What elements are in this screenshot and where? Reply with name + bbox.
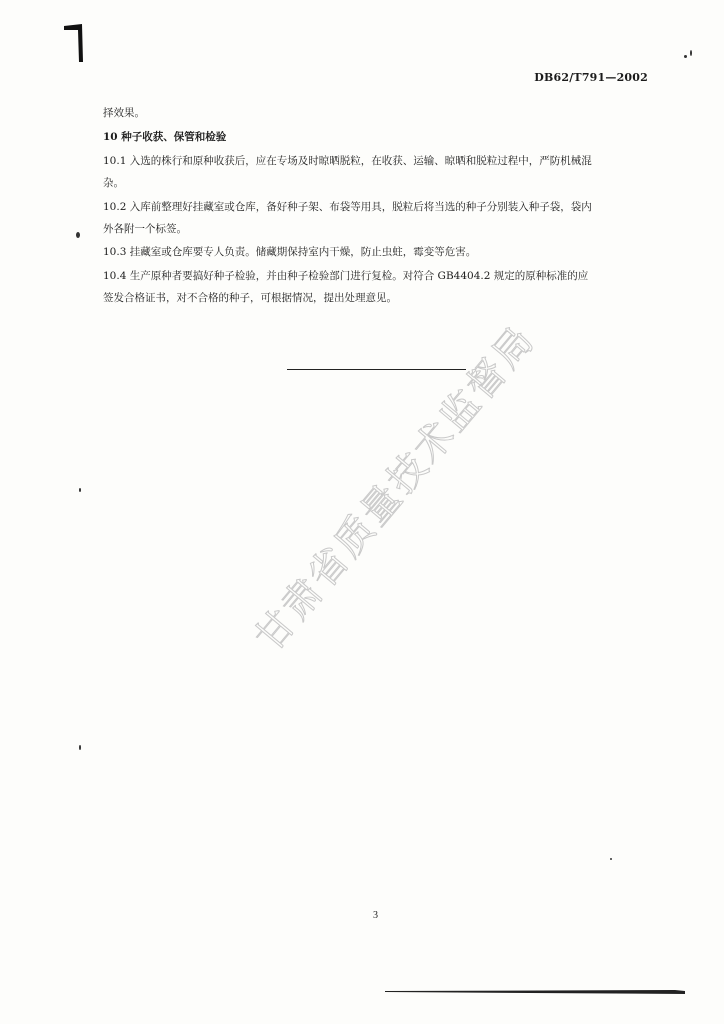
- body-line-1: 择效果。: [103, 107, 145, 119]
- end-of-document-rule: [287, 369, 466, 370]
- clause-10-2: 10.2 入库前整理好挂藏室或仓库，备好种子架、布袋等用具，脱粒后将当选的种子分别装入种子袋，袋内: [103, 201, 592, 213]
- watermark: 甘肃省质量技术监督局: [246, 316, 544, 660]
- scan-speck: [690, 50, 692, 56]
- scan-speck: [79, 488, 81, 492]
- document-code: DB62/T791—2002: [534, 71, 648, 84]
- page-number: 3: [373, 910, 378, 921]
- scan-speck: [76, 232, 80, 238]
- clause-10-1-cont: 杂。: [103, 177, 124, 189]
- scan-speck: [610, 858, 612, 860]
- section-heading-10: 10 种子收获、保管和检验: [103, 131, 227, 143]
- scan-corner-artifact: [64, 22, 86, 62]
- clause-10-4: 10.4 生产原种者要搞好种子检验，并由种子检验部门进行复检。对符合 GB4404.2 规定的原种标准的应: [103, 270, 589, 282]
- clause-10-3: 10.3 挂藏室或仓库要专人负责。储藏期保持室内干燥，防止虫蛀，霉变等危害。: [103, 246, 477, 258]
- scan-bottom-artifact: [385, 988, 685, 994]
- scan-speck: [684, 55, 687, 58]
- clause-10-1: 10.1 入选的株行和原种收获后，应在专场及时晾晒脱粒，在收获、运输、晾晒和脱粒过程中，严防机械混: [103, 155, 592, 167]
- clause-10-4-cont: 签发合格证书，对不合格的种子，可根据情况，提出处理意见。: [103, 292, 397, 304]
- scan-speck: [79, 745, 81, 750]
- clause-10-2-cont: 外各附一个标签。: [103, 223, 187, 235]
